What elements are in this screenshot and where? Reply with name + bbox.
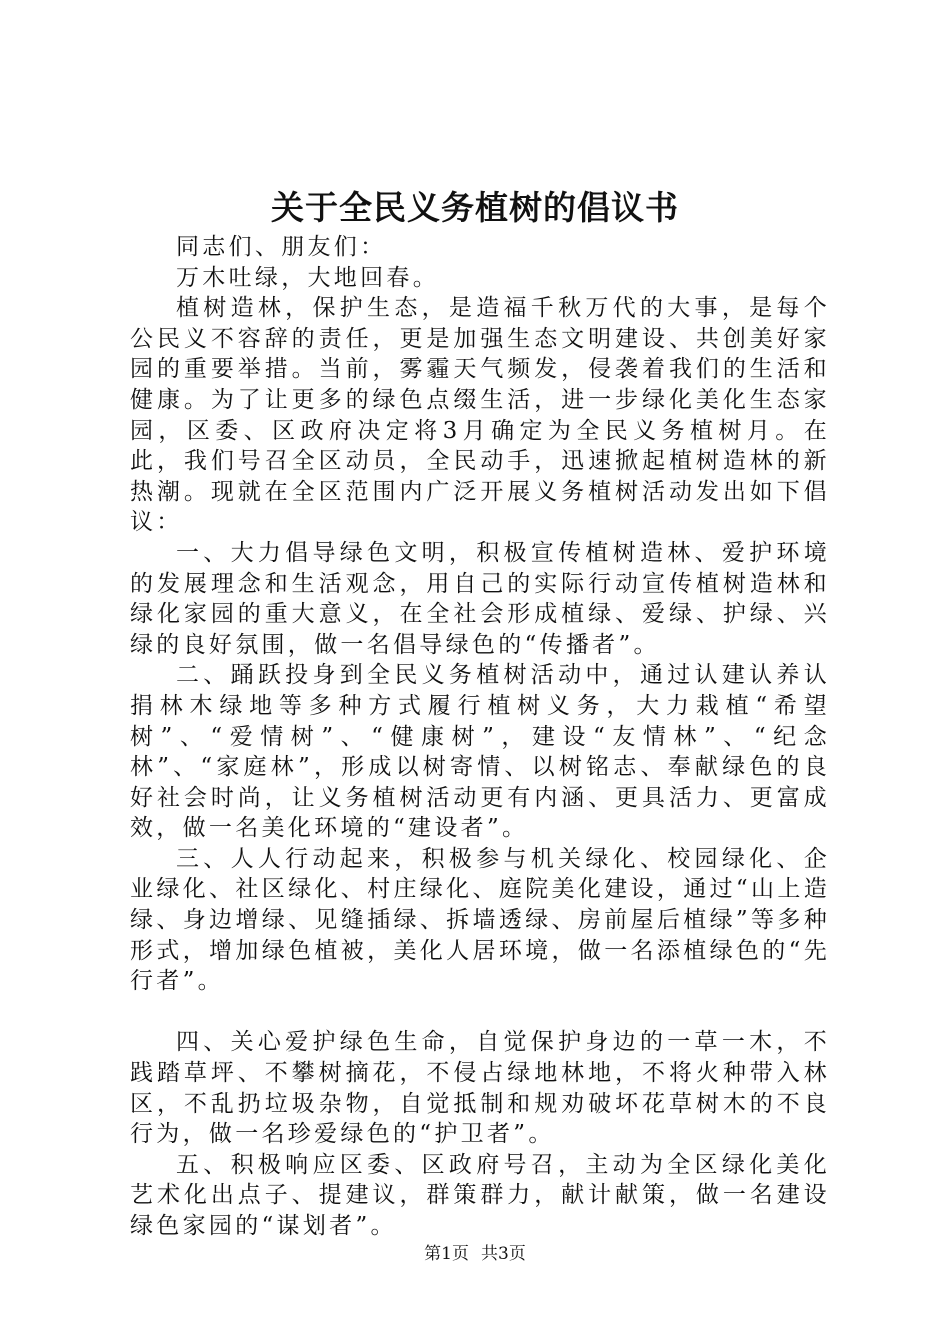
document-body	[130, 232, 830, 1242]
proposal-5: 五、积极响应区委、区政府号召，主动为全区绿化美化艺术化出点子、提建议，群策群力，献计献策，做一名建设绿色家园的“谋划者”。	[130, 1151, 830, 1239]
opening-line: 万木吐绿，大地回春。	[176, 264, 439, 291]
proposal-2: 二、踊跃投身到全民义务植树活动中，通过认建认养认捐林木绿地等多种方式履行植树义务，大力栽植“希望树”、“爱情树”、“健康树”，建设“友情林”、“纪念林”、“家庭林”，形成以树寄情、以树铭志、奉献绿色的良好社会时尚，让义务植树活动更有内涵、更具活力、更富成效，做一名美化环境的“建设者”。	[130, 662, 830, 842]
intro-paragraph: 植树造林，保护生态，是造福千秋万代的大事，是每个公民义不容辞的责任，更是加强生态文明建设、共创美好家园的重要举措。当前，雾霾天气频发，侵袭着我们的生活和健康。为了让更多的绿色点缀生活，进一步绿化美化生态家园，区委、区政府决定将3月确定为全民义务植树月。在此，我们号召全区动员，全民动手，迅速掀起植树造林的新热潮。现就在全区范围内广泛开展义务植树活动发出如下倡议：	[130, 295, 830, 536]
page-number-total: 共3页	[481, 1244, 526, 1264]
page-footer	[0, 1242, 950, 1266]
salutation: 同志们、朋友们：	[176, 234, 387, 260]
document-title: 关于全民义务植树的倡议书	[271, 188, 679, 227]
proposal-3: 三、人人行动起来，积极参与机关绿化、校园绿化、企业绿化、社区绿化、村庄绿化、庭院美化建设，通过“山上造绿、身边增绿、见缝插绿、拆墙透绿、房前屋后植绿”等多种形式，增加绿色植被，美化人居环境，做一名添植绿色的“先行者”。	[130, 845, 830, 995]
page-number-current: 第1页	[424, 1244, 469, 1264]
proposal-1: 一、大力倡导绿色文明，积极宣传植树造林、爱护环境的发展理念和生活观念，用自己的实际行动宣传植树造林和绿化家园的重大意义，在全社会形成植绿、爱绿、护绿、兴绿的良好氛围，做一名倡导绿色的“传播者”。	[130, 539, 830, 658]
proposal-4: 四、关心爱护绿色生命，自觉保护身边的一草一木，不践踏草坪、不攀树摘花，不侵占绿地林地，不将火种带入林区，不乱扔垃圾杂物，自觉抵制和规劝破坏花草树木的不良行为，做一名珍爱绿色的“护卫者”。	[130, 1029, 830, 1148]
